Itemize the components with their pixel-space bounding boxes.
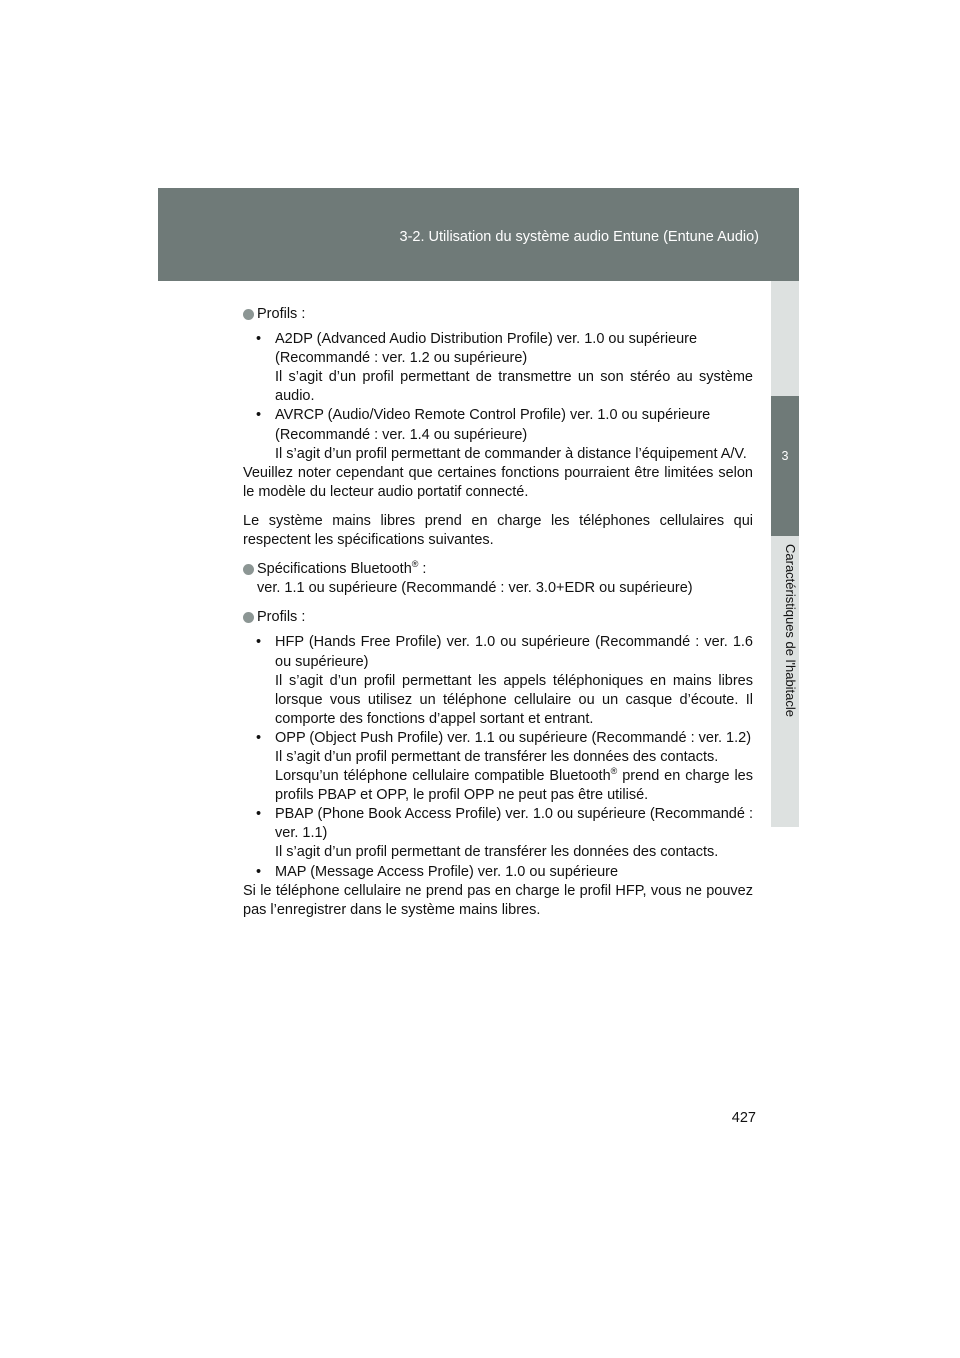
bullet-dot-icon [243,564,254,575]
paragraph: Veuillez noter cependant que certaines fonctions pourraient être limitées selon le modèle du lecteur audio portatif connecté. [243,464,753,500]
bullet-dot-icon [243,309,254,320]
profiles-heading-2: Profils : [243,608,753,627]
profiles-heading-1: Profils : [243,305,753,324]
list-item: • A2DP (Advanced Audio Distribution Profile) ver. 1.0 ou supérieure (Recommandé : ver. 1.2 ou supérieure) Il s’agit d’un profil permettant de transmettre un son stéréo au système audio. [256,331,753,405]
bullet-icon: • [256,634,262,651]
bullet-icon: • [256,729,262,746]
list-item: • PBAP (Phone Book Access Profile) ver. 1.0 ou supérieure (Recommandé : ver. 1.1) Il s’agit d’un profil permettant de transférer les données des contacts. [256,806,753,861]
paragraph: Le système mains libres prend en charge les téléphones cellulaires qui respectent les spécifications suivantes. [243,512,753,549]
bluetooth-spec: Spécifications Bluetooth® : ver. 1.1 ou supérieure (Recommandé : ver. 3.0+EDR ou supérieure) [243,560,753,598]
list-item: • OPP (Object Push Profile) ver. 1.1 ou supérieure (Recommandé : ver. 1.2) Il s’agit d’un profil permettant de transférer les données des contacts. Lorsqu’un téléphone cellulaire compatible Bluetooth® prend en charge les profils PBAP et OPP, le profil OPP ne peut pas être utilisé. [256,729,753,804]
list-item: • AVRCP (Audio/Video Remote Control Profile) ver. 1.0 ou supérieure (Recommandé : ver. 1.4 ou supérieure) Il s’agit d’un profil permettant de commander à distance l’équipement A/V. [256,407,747,462]
page-number: 427 [731,1110,756,1126]
bullet-icon: • [256,863,262,880]
bullet-dot-icon [243,612,254,623]
bullet-icon: • [256,331,262,348]
chapter-number: 3 [781,449,789,463]
chapter-number-box [771,396,799,536]
list-item: • HFP (Hands Free Profile) ver. 1.0 ou supérieure (Recommandé : ver. 1.6 ou supérieure) Il s’agit d’un profil permettant les appels téléphoniques en mains libres lorsque vous utilisez un téléphone cellulaire ou un casque d’écoute. Il comporte des fonctions d’appel sortant et entrant. [256,634,753,727]
list-item: • MAP (Message Access Profile) ver. 1.0 ou supérieure [243,863,753,882]
page-content [243,305,753,920]
bullet-icon: • [256,806,262,823]
section-title: 3-2. Utilisation du système audio Entune (Entune Audio) [399,229,759,245]
bullet-icon: • [256,407,262,424]
paragraph: Si le téléphone cellulaire ne prend pas en charge le profil HFP, vous ne pouvez pas l’enregistrer dans le système mains libres. [243,882,753,918]
chapter-label: Caractéristiques de l'habitacle [783,544,798,718]
section-header-bar [158,188,799,281]
